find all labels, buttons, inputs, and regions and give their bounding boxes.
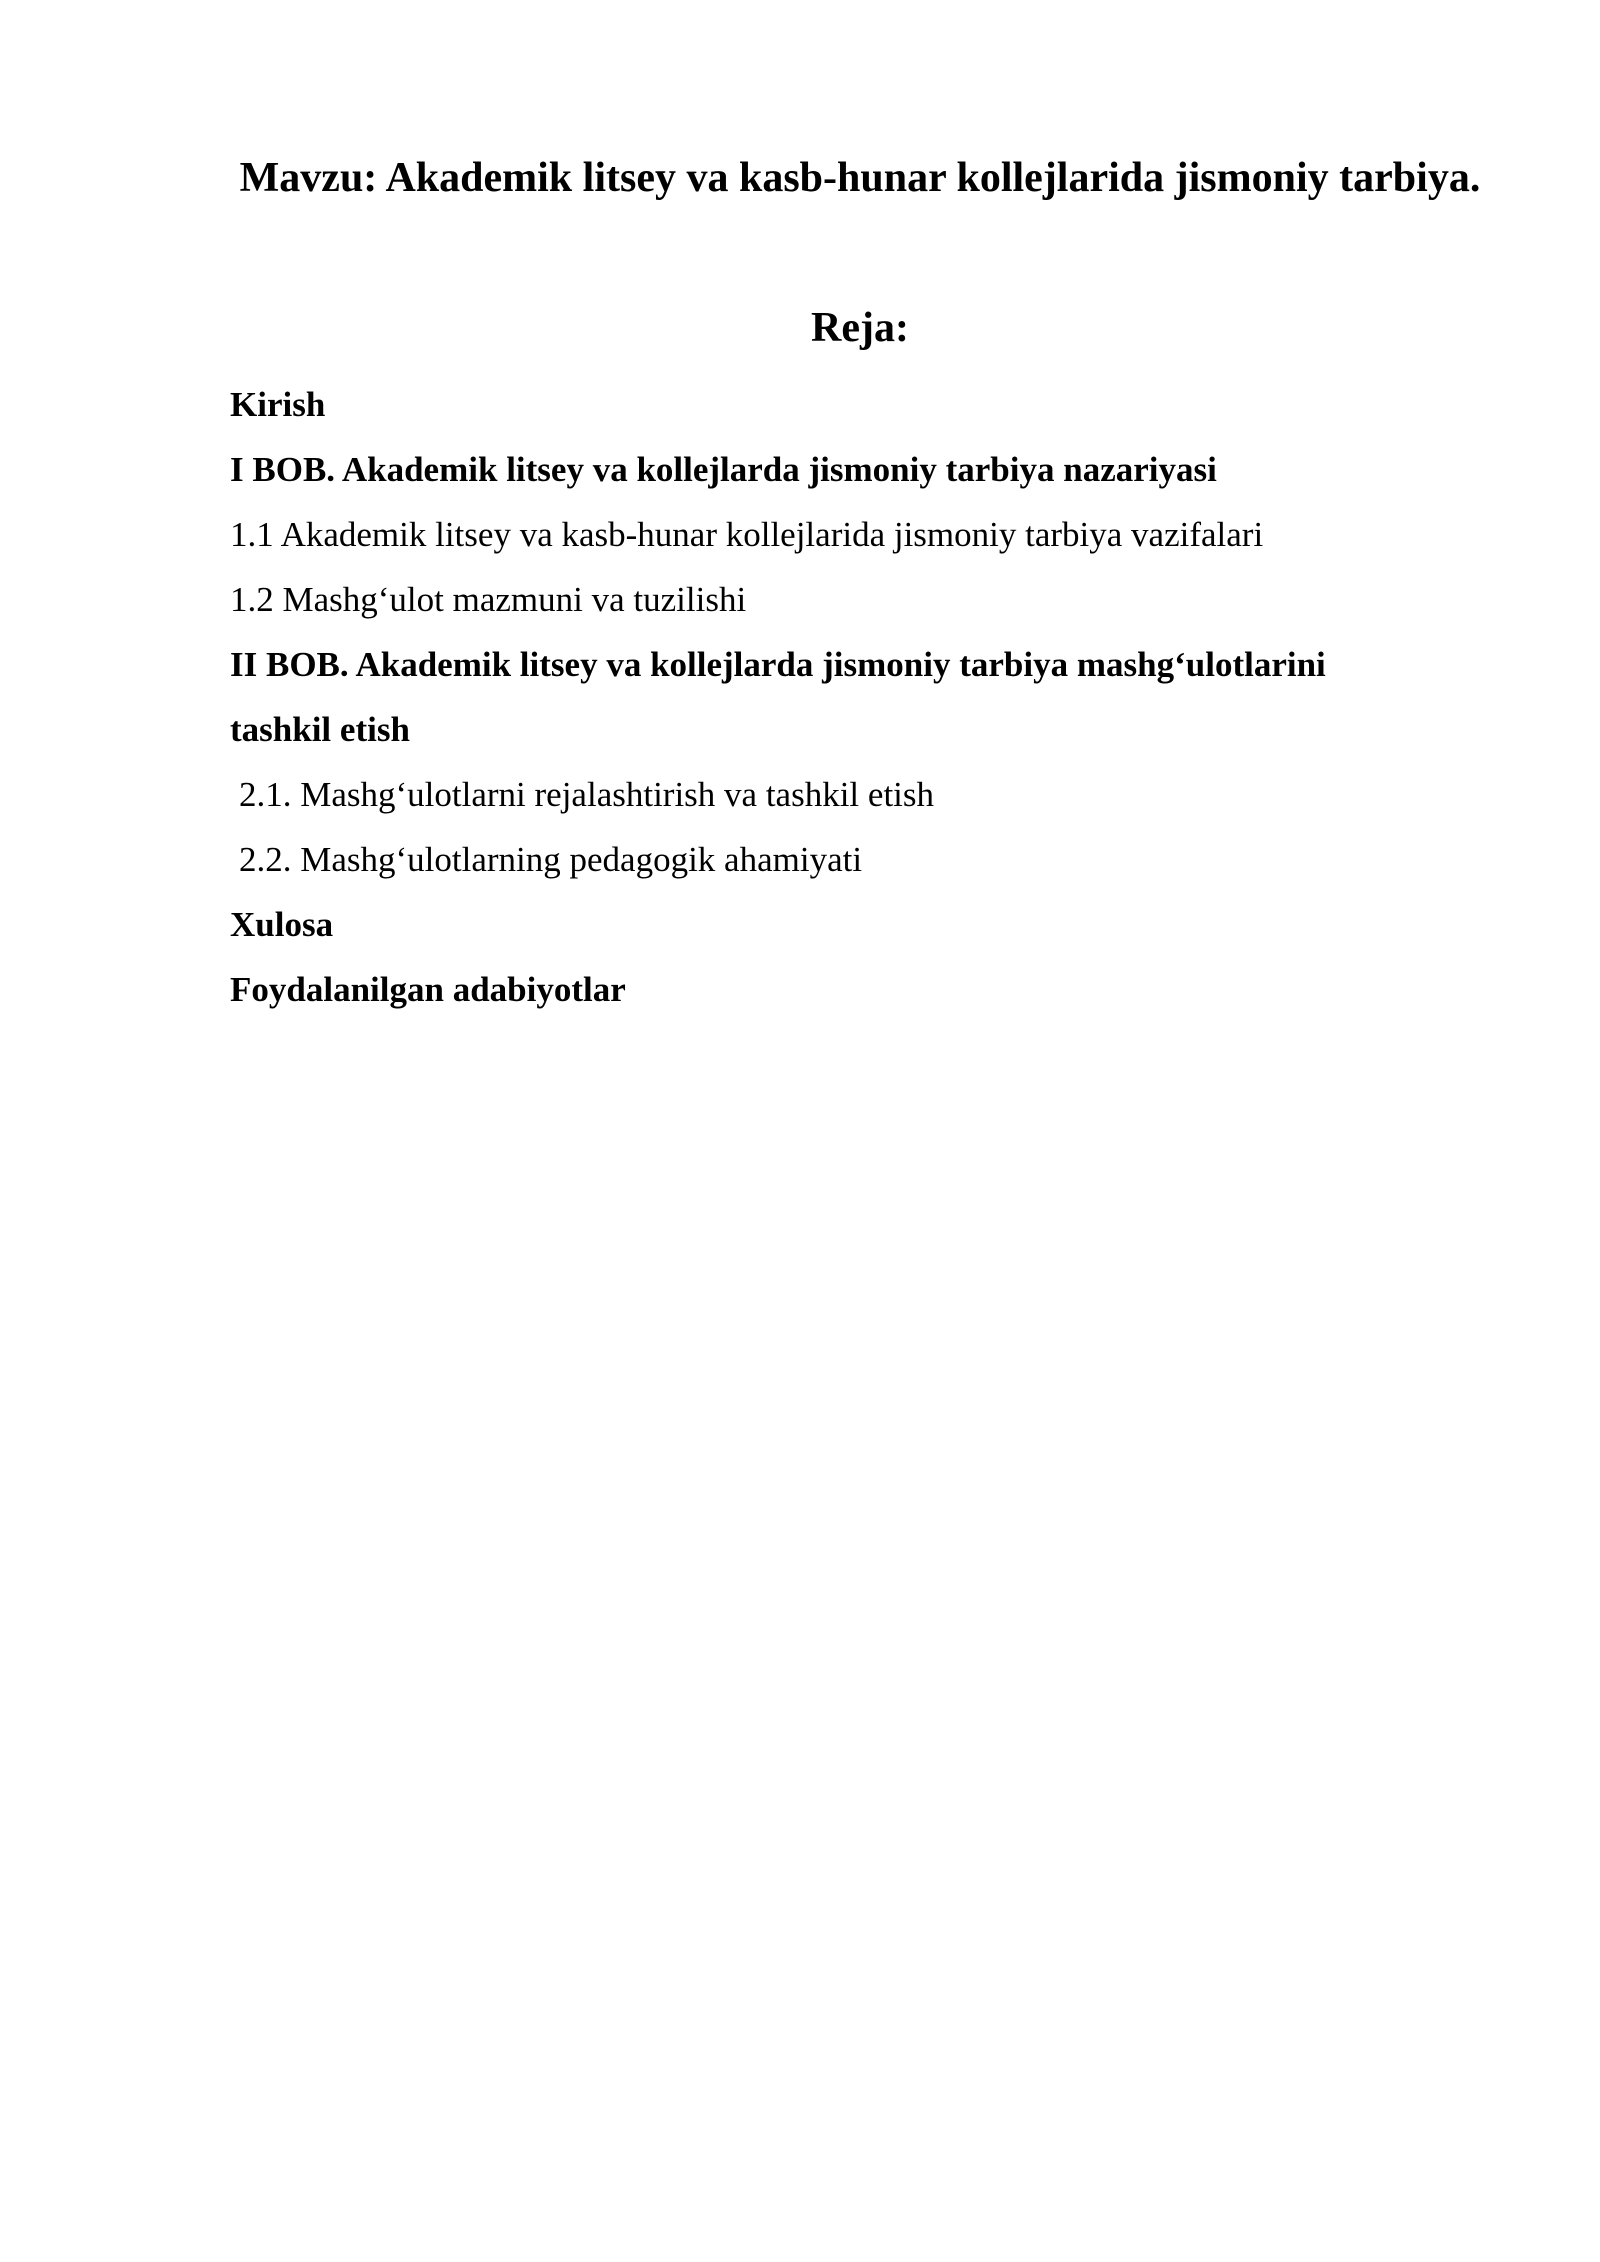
toc-item-chapter-2: II BOB. Akademik litsey va kollejlarda jismoniy tarbiya mashg‘ulotlarini tashkil etish	[230, 645, 1326, 749]
toc-item-chapter-1: I BOB. Akademik litsey va kollejlarda jismoniy tarbiya nazariyasi	[230, 450, 1217, 489]
table-of-contents	[230, 372, 1430, 1022]
toc-item-section-1-1: 1.1 Akademik litsey va kasb-hunar kollejlarida jismoniy tarbiya vazifalari	[230, 515, 1264, 554]
document-title: Mavzu: Akademik litsey va kasb-hunar kollejlarida jismoniy tarbiya.	[239, 155, 1481, 201]
plan-heading: Reja:	[811, 305, 909, 351]
toc-item-conclusion: Xulosa	[230, 905, 334, 944]
toc-item-section-2-2: 2.2. Mashg‘ulotlarning pedagogik ahamiyati	[239, 840, 863, 879]
toc-item-section-2-1: 2.1. Mashg‘ulotlarni rejalashtirish va tashkil etish	[239, 775, 935, 814]
toc-item-references: Foydalanilgan adabiyotlar	[230, 970, 626, 1009]
toc-item-section-1-2: 1.2 Mashg‘ulot mazmuni va tuzilishi	[230, 580, 747, 619]
toc-item-introduction: Kirish	[230, 385, 326, 424]
